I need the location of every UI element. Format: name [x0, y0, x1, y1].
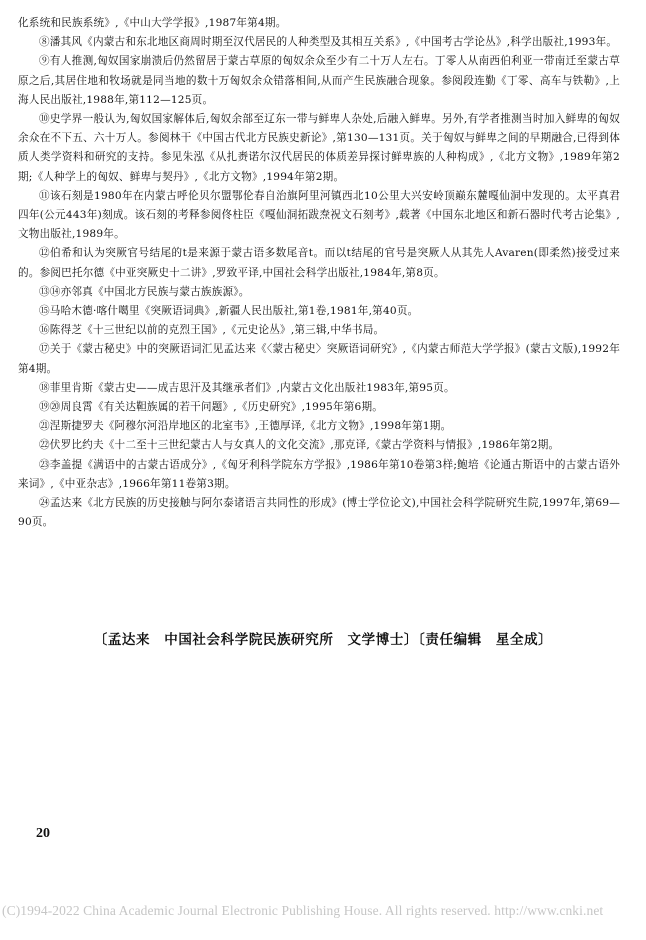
footnote-8: ⑧潘其风《内蒙古和东北地区商周时期至汉代居民的人种类型及其相互关系》,《中国考古学论丛》,科学出版社,1993年。 [39, 36, 618, 49]
footnote-9: ⑨有人推测,匈奴国家崩溃后仍然留居于蒙古草原的匈奴余众至少有二十万人左右。丁零人从南西伯利亚一带南迁至蒙古草原之后,其居住地和牧场就是同当地的数十万匈奴余众错落相间,从而产生民族融合现象。参阅段连勤《丁零、高车与铁勒》,上海人民出版社,1988年,第112—125页。 [18, 55, 620, 106]
footnote-19-20: ⑲⑳周良霄《有关达靼族属的若干问题》,《历史研究》,1995年第6期。 [39, 401, 384, 414]
footnote-13-14: ⑬⑭亦邻真《中国北方民族与蒙古族族源》。 [39, 285, 250, 298]
footnote-17: ⑰关于《蒙古秘史》中的突厥语词汇见孟达来《〈蒙古秘史〉突厥语词研究》,《内蒙古师范大学学报》(蒙古文版),1992年第4期。 [18, 343, 620, 375]
footnote-continuation: 化系统和民族系统》,《中山大学学报》,1987年第4期。 [18, 17, 287, 29]
footnotes-block [18, 14, 620, 532]
page-number: 20 [36, 826, 50, 841]
author-and-editor-line: 〔孟达来 中国社会科学院民族研究所 文学博士〕〔责任编辑 星全成〕 [93, 632, 553, 648]
footnote-23: ㉓李盖提《满语中的古蒙古语成分》,《匈牙利科学院东方学报》,1986年第10卷第3样;鲍培《论通古斯语中的古蒙古语外来词》,《中亚杂志》,1966年第11卷第3期。 [18, 458, 620, 490]
footnote-24: ㉔孟达来《北方民族的历史接触与阿尔泰诸语言共同性的形成》(博士学位论文),中国社会科学院研究生院,1997年,第69—90页。 [18, 497, 620, 529]
footnote-11: ⑪该石刻是1980年在内蒙古呼伦贝尔盟鄂伦春自治旗阿里河镇西北10公里大兴安岭顶巅东麓嘎仙洞中发现的。太平真君四年(公元443年)刻成。该石刻的考释参阅佟柱臣《嘎仙洞拓跋焘祝文石刻考》,载著《中国东北地区和新石器时代考古论集》,文物出版社,1989年。 [18, 189, 620, 241]
copyright-watermark: (C)1994-2022 China Academic Journal Electronic Publishing House. All rights reserved. http://www.cnki.net [2, 903, 604, 918]
footnote-21: ㉑涅斯捷罗夫《阿穆尔河沿岸地区的北室韦》,王德厚译,《北方文物》,1998年第1期。 [39, 420, 452, 433]
footnote-18: ⑱菲里肯斯《蒙古史——成吉思汗及其继承者们》,内蒙古文化出版社1983年,第95页。 [39, 381, 455, 394]
footnote-15: ⑮马哈木德·喀什噶里《突厥语词典》,新疆人民出版社,第1卷,1981年,第40页。 [39, 305, 419, 318]
footnote-22: ㉒伏罗比约夫《十二至十三世纪蒙古人与女真人的文化交流》,那克译,《蒙古学资料与情报》,1986年第2期。 [39, 439, 560, 452]
footnote-10: ⑩史学界一般认为,匈奴国家解体后,匈奴余部至辽东一带与鲜卑人杂处,后融入鲜卑。另外,有学者推测当时加入鲜卑的匈奴余众在不下五、六十万人。参阅林干《中国古代北方民族史新论》,第130—131页。关于匈奴与鲜卑之间的早期融合,已得到体质人类学资料和研究的支持。参见朱泓《从扎赉诺尔汉代居民的体质差异探讨鲜卑族的人种构成》,《北方文物》,1989年第2期;《人种学上的匈奴、鲜卑与契丹》,《北方文物》,1994年第2期。 [18, 113, 620, 183]
footnote-16: ⑯陈得芝《十三世纪以前的克烈王国》,《元史论丛》,第三辑,中华书局。 [39, 324, 385, 337]
footnote-12: ⑫伯希和认为突厥官号结尾的t是来源于蒙古语多数尾音t。而以t结尾的官号是突厥人从其先人Avaren(即柔然)接受过来的。参阅巴托尔德《中亚突厥史十二讲》,罗致平译,中国社会科学出版社,1984年,第8页。 [18, 247, 620, 279]
